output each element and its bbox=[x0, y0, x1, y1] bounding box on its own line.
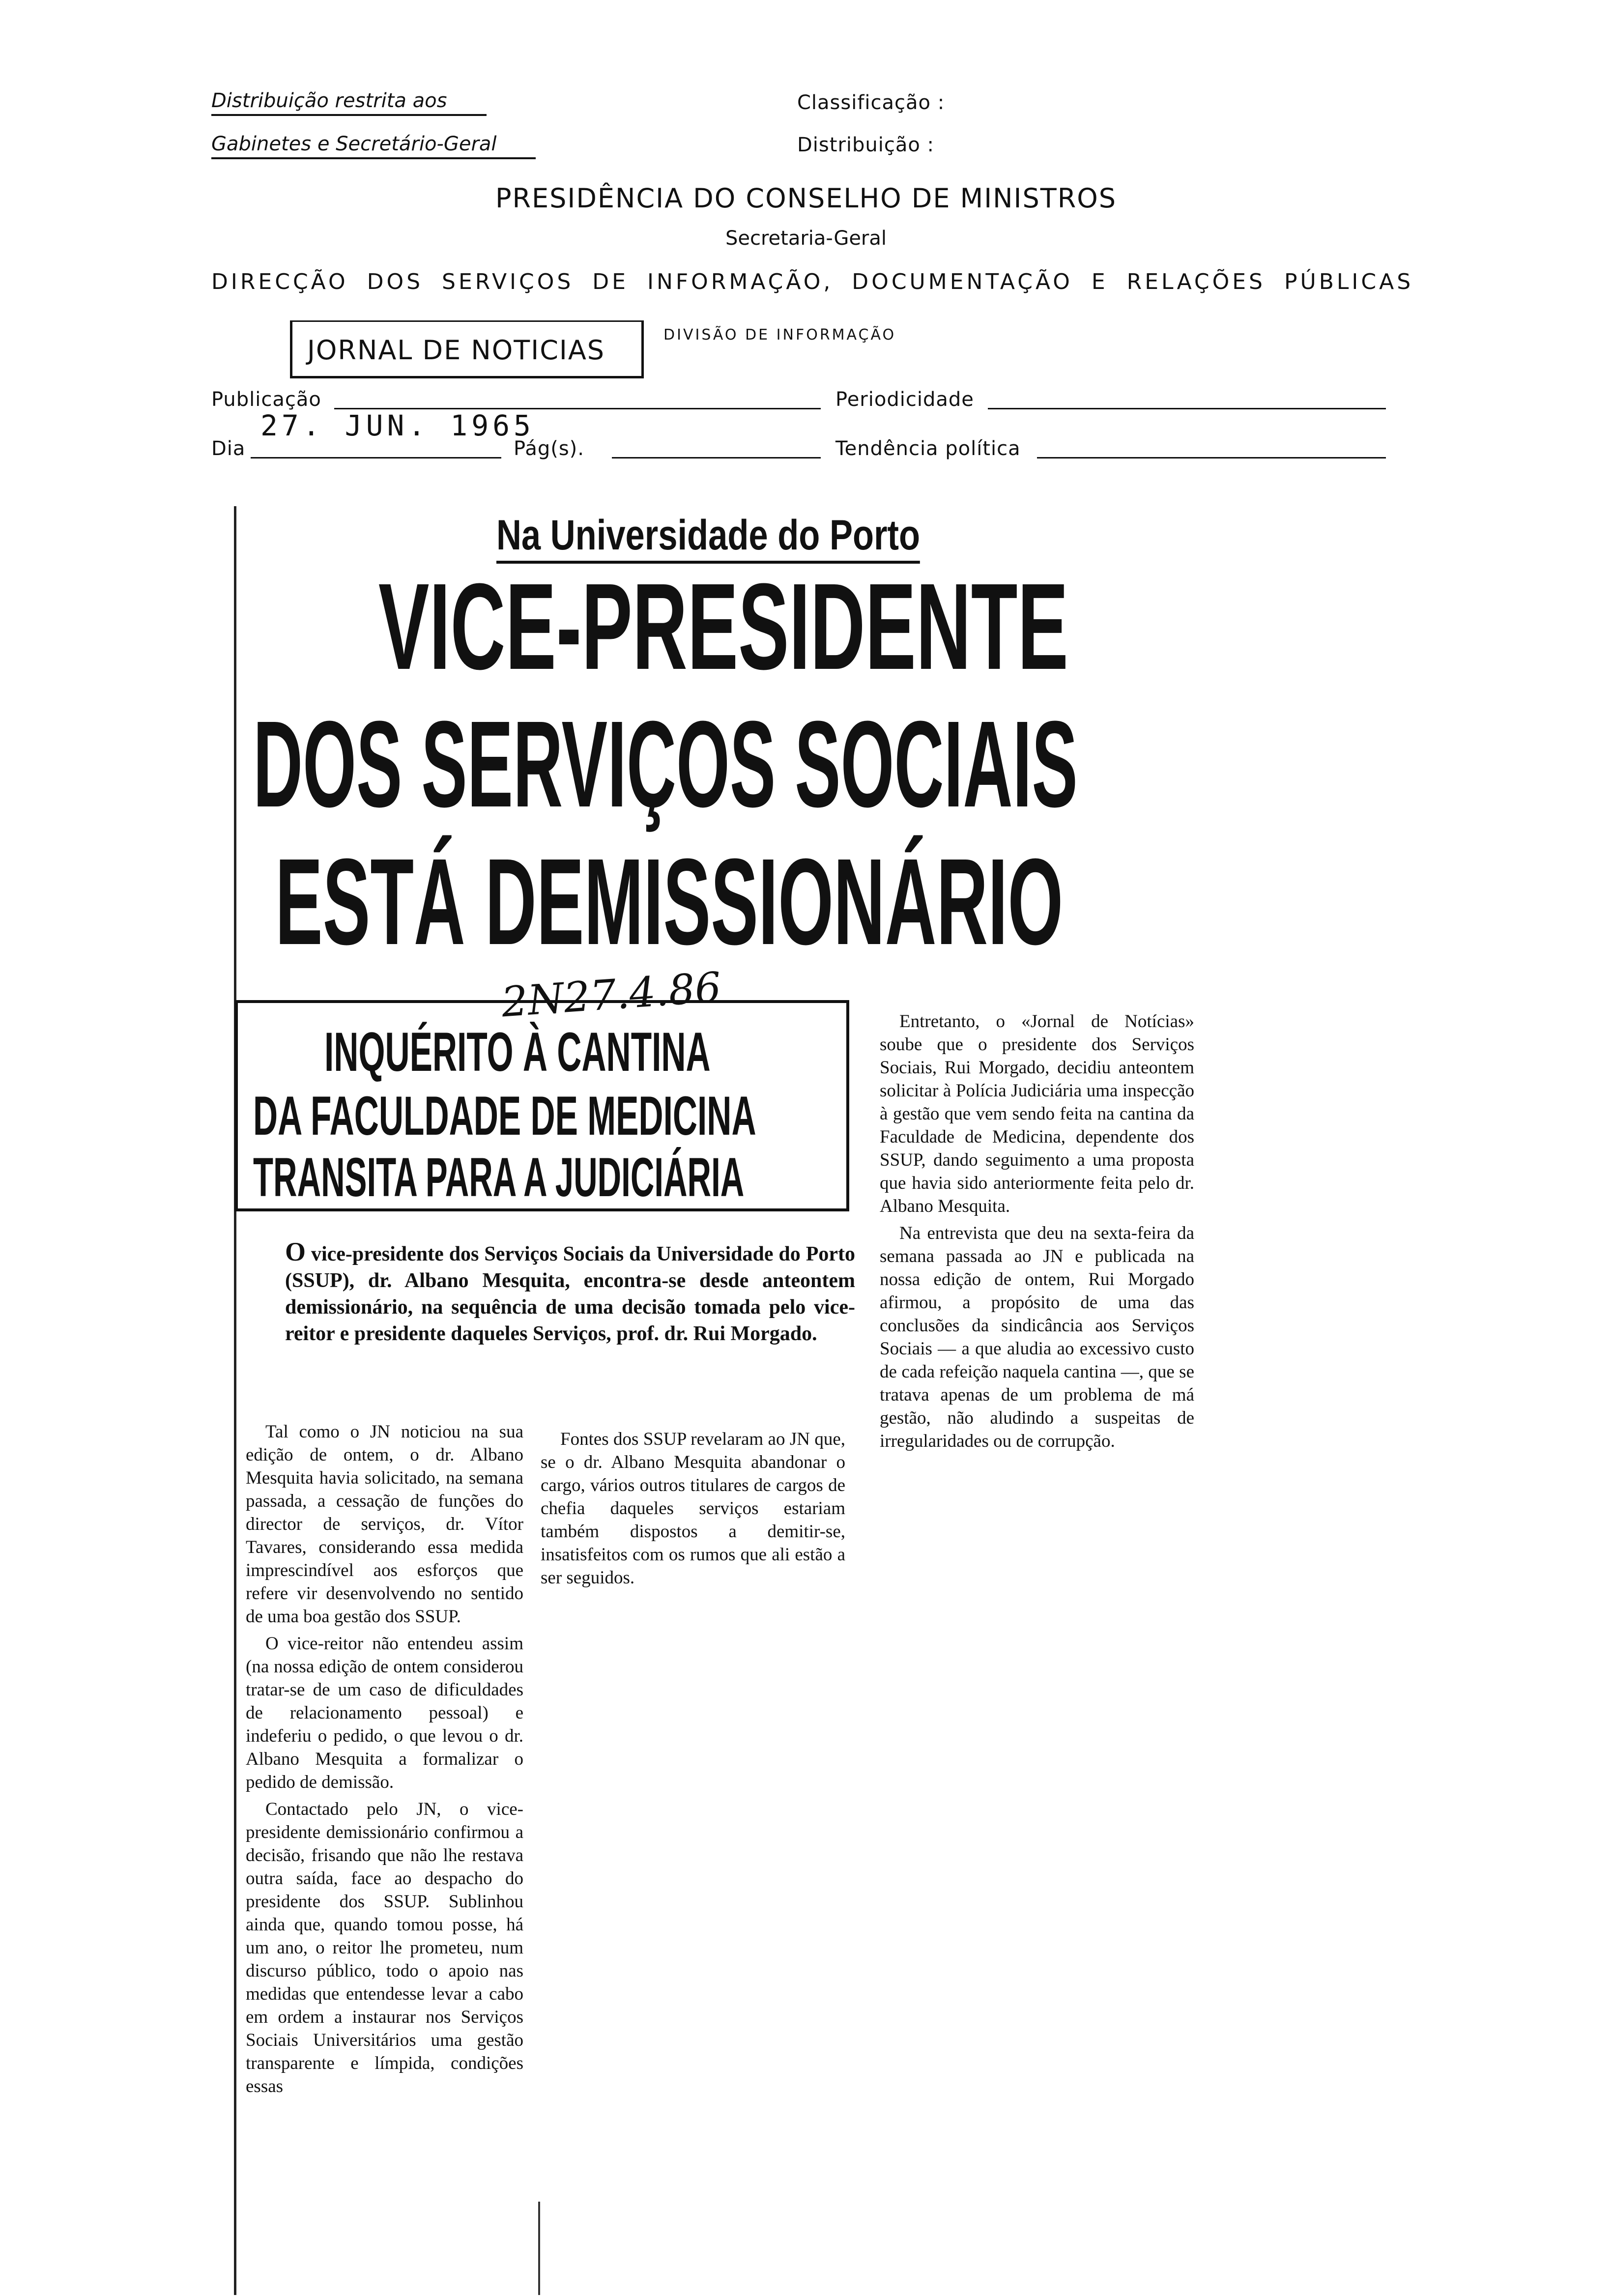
political-tendency-field-line bbox=[1037, 457, 1386, 459]
article-column-2 bbox=[541, 1428, 845, 1593]
lead-paragraph: O vice-presidente dos Serviços Sociais da Universidade do Porto (SSUP), dr. Albano Mesquita, encontra-se desde anteontem demissionário, na sequência de uma decisão tomada pelo vice-reitor e presidente daqueles Serviços, prof. dr. Rui Morgado. bbox=[285, 1237, 855, 1345]
publication-stamp bbox=[290, 320, 644, 378]
political-tendency-label: Tendência política bbox=[835, 437, 1021, 460]
clipping-left-edge bbox=[234, 506, 236, 2295]
pages-label: Pág(s). bbox=[514, 437, 584, 460]
day-label: Dia bbox=[211, 437, 246, 460]
column-1-paragraph-1: Tal como o JN noticiou na sua edição de ontem, o dr. Albano Mesquita havia solicitado, na semana passada, a cessação de funções do director de serviços, dr. Vítor Tavares, considerando essa medida imprescindível aos esforços que refere vir desenvolvendo no sentido de uma boa gestão dos SSUP. bbox=[246, 1422, 523, 1627]
article-kicker: Na Universidade do Porto bbox=[496, 511, 920, 564]
secretariat-title: Secretaria-Geral bbox=[725, 227, 887, 250]
periodicity-field-line bbox=[988, 408, 1386, 409]
column-1-paragraph-2: O vice-reitor não entendeu assim (na nossa edição de ontem considerou tratar-se de um caso de dificuldades de relacionamento pessoal) e indeferiu o pedido, o que levou o dr. Albano Mesquita a formalizar o pedido de demissão. bbox=[246, 1634, 523, 1792]
pages-field-line bbox=[612, 457, 821, 459]
distribution-restriction-line-2: Gabinetes e Secretário-Geral bbox=[211, 133, 536, 159]
publication-stamp-text: JORNAL DE NOTICIAS bbox=[307, 335, 605, 366]
periodicity-label: Periodicidade bbox=[835, 388, 974, 411]
division-title: DIVISÃO DE INFORMAÇÃO bbox=[663, 326, 896, 344]
publication-label: Publicação bbox=[211, 388, 321, 411]
article-column-3 bbox=[880, 1010, 1194, 1457]
headline-line-2: DOS SERVIÇOS SOCIAIS bbox=[253, 695, 1078, 832]
classification-label: Classificação : bbox=[797, 91, 945, 114]
column-1-paragraph-3: Contactado pelo JN, o vice-presidente demissionário confirmou a decisão, frisando que não lhe restava outra saída, face ao despacho do presidente dos SSUP. Sublinhou ainda que, quando tomou posse, há um ano, o reitor lhe prometeu, num discurso público, todo o apoio nas medidas que entendesse levar a cabo em ordem a instaurar nos Serviços Sociais Universitários uma gestão transparente e límpida, condições essas bbox=[246, 1799, 523, 2096]
distribution-label: Distribuição : bbox=[797, 134, 935, 156]
directorate-title: DIRECÇÃO DOS SERVIÇOS DE INFORMAÇÃO, DOCUMENTAÇÃO E RELAÇÕES PÚBLICAS bbox=[211, 269, 1414, 294]
column-2-paragraph-1: Fontes dos SSUP revelaram ao JN que, se o dr. Albano Mesquita abandonar o cargo, vários outros titulares de cargos de chefia daqueles serviços estariam também dispostos a demitir-se, insatisfeitos com os rumos que ali estão a ser seguidos. bbox=[541, 1429, 845, 1588]
handwritten-annotation: 2N27.4.86 bbox=[500, 963, 723, 1027]
article-column-1 bbox=[246, 1420, 523, 2102]
ministry-title: PRESIDÊNCIA DO CONSELHO DE MINISTROS bbox=[495, 183, 1117, 214]
headline-line-3: ESTÁ DEMISSIONÁRIO bbox=[275, 833, 1064, 970]
subhead-line-3: TRANSITA PARA A JUDICIÁRIA bbox=[253, 1147, 745, 1208]
column-3-paragraph-1: Entretanto, o «Jornal de Notícias» soube que o presidente dos Serviços Sociais, Rui Morgado, decidiu anteontem solicitar à Polícia Judiciária uma inspecção à gestão que vem sendo feita na cantina da Faculdade de Medicina, dependente dos SSUP, dando seguimento a uma proposta que havia sido anteriormente feita pelo dr. Albano Mesquita. bbox=[880, 1011, 1194, 1216]
distribution-restriction-line-1: Distribuição restrita aos bbox=[211, 89, 487, 116]
column-3-paragraph-2: Na entrevista que deu na sexta-feira da semana passada ao JN e publicada na nossa edição de ontem, Rui Morgado afirmou, a propósito de uma das conclusões da sindicância aos Serviços Sociais — a que aludia ao excessivo custo de cada refeição naquela cantina —, que se tratava apenas de um problema de má gestão, não aludindo a suspeitas de irregularidades ou de corrupção. bbox=[880, 1223, 1194, 1451]
headline-line-1: VICE-PRESIDENTE bbox=[378, 558, 1068, 695]
day-field-line bbox=[251, 457, 501, 459]
subhead-line-1: INQUÉRITO À CANTINA bbox=[324, 1021, 711, 1083]
clipping-column-edge bbox=[538, 2202, 540, 2295]
day-stamp: 27. JUN. 1965 bbox=[260, 409, 535, 442]
subhead-line-2: DA FACULDADE DE MEDICINA bbox=[253, 1085, 756, 1147]
